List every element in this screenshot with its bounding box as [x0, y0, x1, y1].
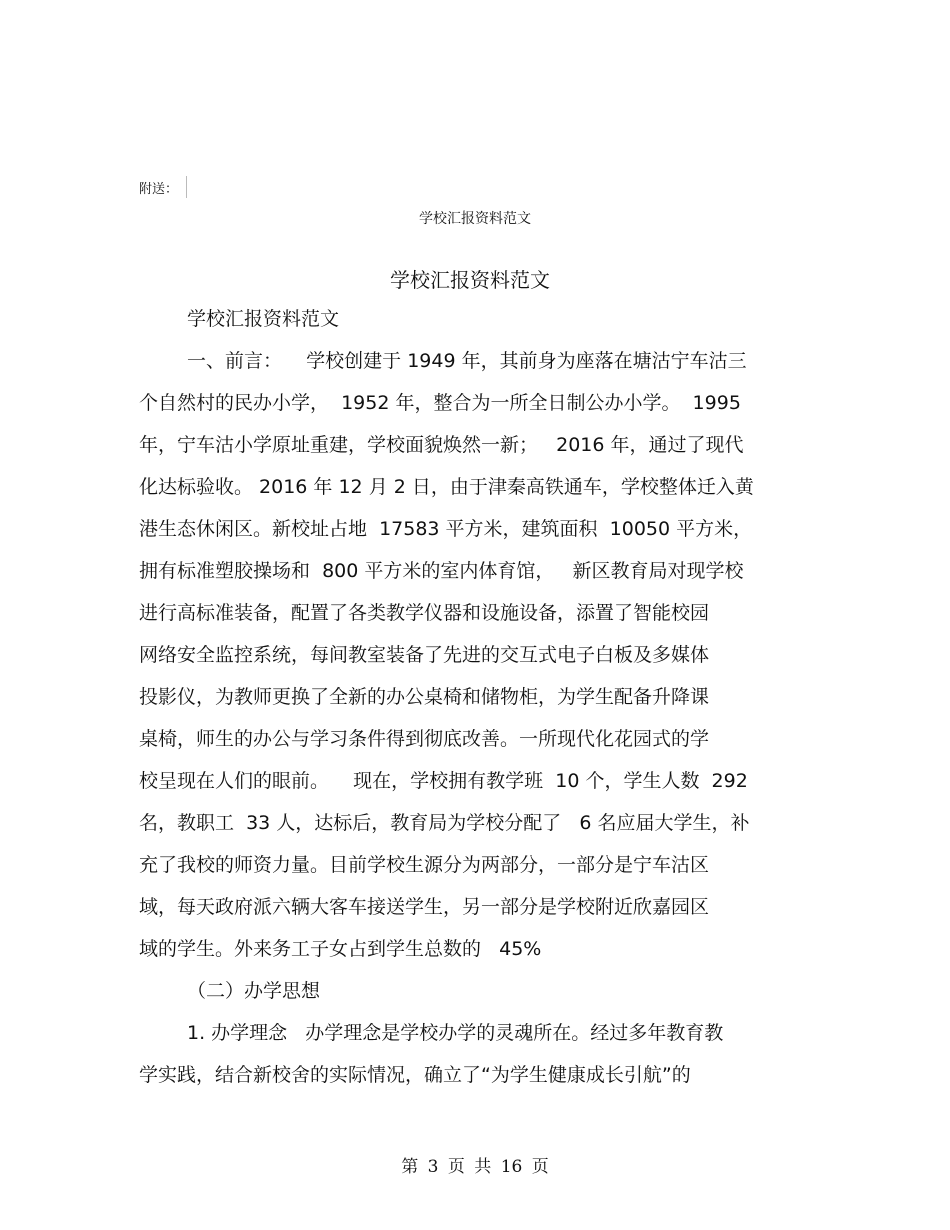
body-line: 桌椅，师生的办公与学习条件得到彻底改善。一所现代化花园式的学: [139, 728, 710, 750]
body-line: 网络安全监控系统，每间教室装备了先进的交互式电子白板及多媒体: [139, 644, 710, 666]
body-line: 名，教职工 33 人，达标后，教育局为学校分配了 6 名应届大学生，补: [139, 812, 750, 834]
body-line: 域的学生。外来务工子女占到学生总数的 45%: [139, 938, 542, 960]
body-line: 充了我校的师资力量。目前学校生源分为两部分，一部分是宁车沽区: [139, 854, 710, 876]
body-line: 1. 办学理念 办学理念是学校办学的灵魂所在。经过多年教育教: [187, 1022, 724, 1044]
document-small-title: 学校汇报资料范文: [419, 211, 531, 227]
body-line: 进行高标准装备，配置了各类教学仪器和设施设备，添置了智能校园: [139, 602, 710, 624]
document-title: 学校汇报资料范文: [390, 268, 550, 292]
body-line: 学实践，结合新校舍的实际情况，确立了“为学生健康成长引航”的: [139, 1064, 691, 1086]
body-line: 一、前言： 学校创建于 1949 年，其前身为座落在塘沽宁车沽三: [187, 350, 747, 372]
body-line: 校呈现在人们的眼前。 现在，学校拥有教学班 10 个，学生人数 292: [139, 770, 748, 792]
body-line: 个自然村的民办小学， 1952 年，整合为一所全日制公办小学。 1995: [139, 392, 741, 414]
body-line: 港生态休闲区。新校址占地 17583 平方米，建筑面积 10050 平方米，: [139, 518, 753, 540]
body-line: 学校汇报资料范文: [187, 308, 340, 330]
body-line: 化达标验收。 2016 年 12 月 2 日，由于津秦高铁通车，学校整体迁入黄: [139, 476, 754, 498]
section-heading: （二）办学思想: [187, 980, 321, 1002]
body-line: 投影仪，为教师更换了全新的办公桌椅和储物柜，为学生配备升降课: [139, 686, 710, 708]
text-cursor-divider: [186, 176, 187, 198]
attachment-label: 附送：: [139, 182, 179, 197]
page-number-footer: 第 3 页 共 16 页: [401, 1157, 549, 1177]
body-line: 年，宁车沽小学原址重建，学校面貌焕然一新； 2016 年，通过了现代: [139, 434, 744, 456]
body-line: 域，每天政府派六辆大客车接送学生，另一部分是学校附近欣嘉园区: [139, 896, 710, 918]
document-body: [139, 303, 819, 1101]
body-line: 拥有标准塑胶操场和 800 平方米的室内体育馆， 新区教育局对现学校: [139, 560, 744, 582]
